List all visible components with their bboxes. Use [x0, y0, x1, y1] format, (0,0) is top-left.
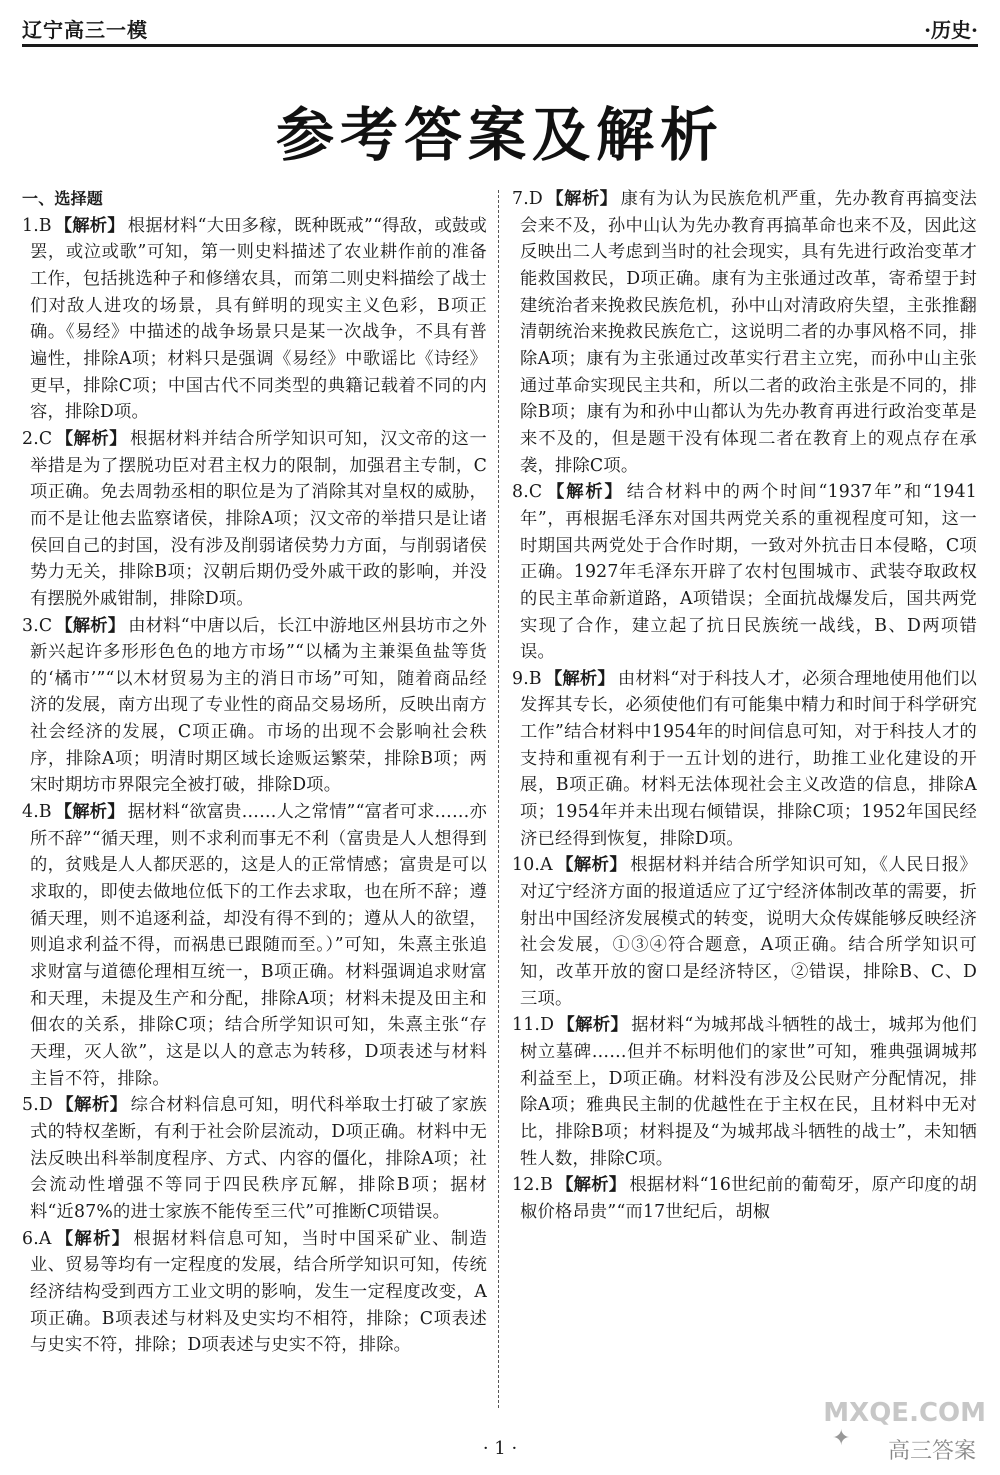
- analysis-tag: 【解析】: [54, 802, 125, 823]
- answer-item: [512, 186, 977, 479]
- analysis-tag: 【解析】: [55, 428, 128, 449]
- watermark-label: 高三答案: [884, 1434, 980, 1465]
- answer-text: 由材料“中唐以后，长江中游地区州县坊市之外新兴起许多形形色色的地方市场”“以橘为主兼渠鱼盐等货的‘橘市’”“以木材贸易为主的消日市场”可知，随着商品经济的发展，南方出现了专业性的商品交易场所，反映出南方社会经济的发展，C项正确。市场的出现不会影响社会秩序，排除A项；明清时期区域长途贩运繁荣，排除B项；两宋时期坊市界限完全被打破，排除D项。: [30, 615, 487, 796]
- analysis-tag: 【解析】: [54, 215, 125, 236]
- analysis-tag: 【解析】: [55, 615, 126, 636]
- answer-text: 根据材料“16世纪前的葡萄牙，原产印度的胡椒价格昂贵”“而17世纪后，胡椒: [520, 1175, 977, 1222]
- answer-item: [22, 613, 487, 800]
- analysis-tag: 【解析】: [55, 1095, 128, 1116]
- left-column: [22, 186, 487, 1359]
- answer-item: [22, 1092, 487, 1225]
- right-column: [512, 186, 977, 1226]
- watermark-logo-icon: ✦: [832, 1426, 851, 1451]
- analysis-tag: 【解析】: [544, 668, 615, 689]
- exam-name: 辽宁高三一模: [22, 18, 148, 42]
- answer-item: [512, 1012, 977, 1172]
- answer-number: 7.D: [512, 189, 543, 209]
- page-number: · 1 ·: [482, 1438, 518, 1459]
- answer-item: [512, 666, 977, 853]
- page-header: [22, 8, 978, 47]
- answer-number: 12.B: [512, 1175, 553, 1196]
- analysis-tag: 【解析】: [555, 1175, 627, 1196]
- answer-number: 8.C: [512, 482, 543, 503]
- answer-text: 据材料“欲富贵……人之常情”“富者可求……亦所不辞”“循天理，则不求利而事无不利（富贵是人人想得到的，贫贱是人人都厌恶的，这是人的正常情感；富贵是可以求取的，即使去做地位低下的工作去求取，也在所不辞；遵循天理，则不追逐利益，却没有得不到的；遵从人的欲望，则追求利益不得，而祸患已跟随而至。）”可知，朱熹主张追求财富与道德伦理相互统一，B项正确。材料强调追求财富和天理，未提及生产和分配，排除A项；材料未提及田主和佃农的关系，排除C项；结合所学知识可知，朱熹主张“存天理，灭人欲”，这是以人的意志为转移，D项表述与材料主旨不符，排除。: [30, 802, 487, 1089]
- answer-text: 康有为认为民族危机严重，先办教育再搞变法会来不及，孙中山认为先办教育再搞革命也来不及，因此这反映出二人考虑到当时的社会现实，具有先进行政治变革才能救国救民，D项正确。康有为主张通过改革，寄希望于封建统治者来挽救民族危机，孙中山对清政府失望，主张推翻清朝统治来挽救民族危亡，这说明二者的办事风格不同，排除A项；康有为主张通过改革实行君主立宪，而孙中山主张通过革命实现民主共和，所以二者的政治主张是不同的，排除B项；康有为和孙中山都认为先办教育再进行政治变革是来不及的，但是题干没有体现二者在教育上的观点存在承袭，排除C项。: [520, 189, 977, 476]
- answer-text: 由材料“对于科技人才，必须合理地使用他们以发挥其专长，必须使他们有可能集中精力和时间于科学研究工作”结合材料中1954年的时间信息可知，对于科技人才的支持和重视有利于一五计划的进行，助推工业化建设的开展，B项正确。材料无法体现社会主义改造的信息，排除A项；1954年并未出现右倾错误，排除C项；1952年国民经济已经得到恢复，排除D项。: [520, 668, 977, 849]
- answer-item: [22, 426, 487, 613]
- answer-text: 结合材料中的两个时间“1937年”和“1941年”，再根据毛泽东对国共两党关系的重视程度可知，这一时期国共两党处于合作时期，一致对外抗击日本侵略，C项正确。1927年毛泽东开辟了农村包围城市、武装夺取政权的民主革命新道路，A项错误；全面抗战爆发后，国共两党实现了合作，建立起了抗日民族统一战线，B、D两项错误。: [520, 482, 977, 663]
- answer-number: 11.D: [512, 1015, 555, 1036]
- answer-text: 根据材料并结合所学知识可知，《人民日报》对辽宁经济方面的报道适应了辽宁经济体制改革的需要，折射出中国经济发展模式的转变，说明大众传媒能够反映经济社会发展，①③④符合题意，A项正确。结合所学知识可知，改革开放的窗口是经济特区，②错误，排除B、C、D三项。: [520, 855, 977, 1009]
- answer-item: [512, 1172, 977, 1225]
- analysis-tag: 【解析】: [555, 855, 628, 876]
- page-title: 参考答案及解析: [275, 101, 724, 169]
- analysis-tag: 【解析】: [54, 1228, 131, 1249]
- answer-number: 6.A: [22, 1228, 52, 1249]
- answer-item: [512, 479, 977, 666]
- answer-text: 根据材料并结合所学知识可知，汉文帝的这一举措是为了摆脱功臣对君主权力的限制，加强君主专制，C项正确。免去周勃丞相的职位是为了消除其对皇权的威胁，而不是让他去监察诸侯，排除A项；汉文帝的举措只是让诸侯回自己的封国，没有涉及削弱诸侯势力方面，与削弱诸侯势力无关，排除B项；汉朝后期仍受外戚干政的影响，并没有摆脱外戚钳制，排除D项。: [30, 428, 487, 609]
- subject-name: ·历史·: [924, 18, 978, 42]
- answer-text: 根据材料“大田多稼，既种既戒”“得敌，或鼓或罢，或泣或歌”可知，第一则史料描述了农业耕作前的准备工作，包括挑选种子和修缮农具，而第二则史料描绘了战士们对敌人进攻的场景，具有鲜明的现实主义色彩，B项正确。《易经》中描述的战争场景只是某一次战争，不具有普遍性，排除A项；材料只是强调《易经》中歌谣比《诗经》更早，排除C项；中国古代不同类型的典籍记载着不同的内容，排除D项。: [30, 215, 487, 423]
- answer-item: [512, 852, 977, 1012]
- answer-number: 4.B: [22, 802, 52, 823]
- answer-item: [22, 1226, 487, 1359]
- answer-item: [22, 799, 487, 1092]
- column-divider: [498, 190, 500, 1408]
- answer-number: 1.B: [22, 215, 52, 236]
- answer-number: 2.C: [22, 428, 53, 449]
- answer-text: 综合材料信息可知，明代科举取士打破了家族式的特权垄断，有利于社会阶层流动，D项正确。材料中无法反映出科举制度程序、方式、内容的僵化，排除A项；社会流动性增强不等同于四民秩序瓦解，排除B项；据材料“近87%的进士家族不能传至三代”可推断C项错误。: [30, 1095, 487, 1222]
- watermark-domain: MXQE.COM: [823, 1398, 986, 1428]
- watermark: [823, 1392, 986, 1466]
- analysis-tag: 【解析】: [557, 1015, 629, 1036]
- answer-number: 3.C: [22, 615, 53, 636]
- answer-item: [22, 213, 487, 426]
- answer-text: 据材料“为城邦战斗牺牲的战士，城邦为他们树立墓碑……但并不标明他们的家世”可知，雅典强调城邦利益至上，D项正确。材料没有涉及公民财产分配情况，排除A项；雅典民主制的优越性在于主权在民，且材料中无对比，排除B项；材料提及“为城邦战斗牺牲的战士”，未知牺牲人数，排除C项。: [520, 1015, 977, 1169]
- answer-number: 5.D: [22, 1095, 53, 1116]
- analysis-tag: 【解析】: [545, 189, 618, 209]
- section-heading: 一、选择题: [22, 189, 104, 208]
- answer-text: 根据材料信息可知，当时中国采矿业、制造业、贸易等均有一定程度的发展，结合所学知识可知，传统经济结构受到西方工业文明的影响，发生一定程度改变，A项正确。B项表述与材料及史实均不相符，排除；C项表述与史实不符，排除；D项表述与史实不符，排除。: [30, 1228, 487, 1356]
- answer-number: 9.B: [512, 668, 542, 689]
- analysis-tag: 【解析】: [545, 482, 624, 503]
- answer-number: 10.A: [512, 855, 553, 876]
